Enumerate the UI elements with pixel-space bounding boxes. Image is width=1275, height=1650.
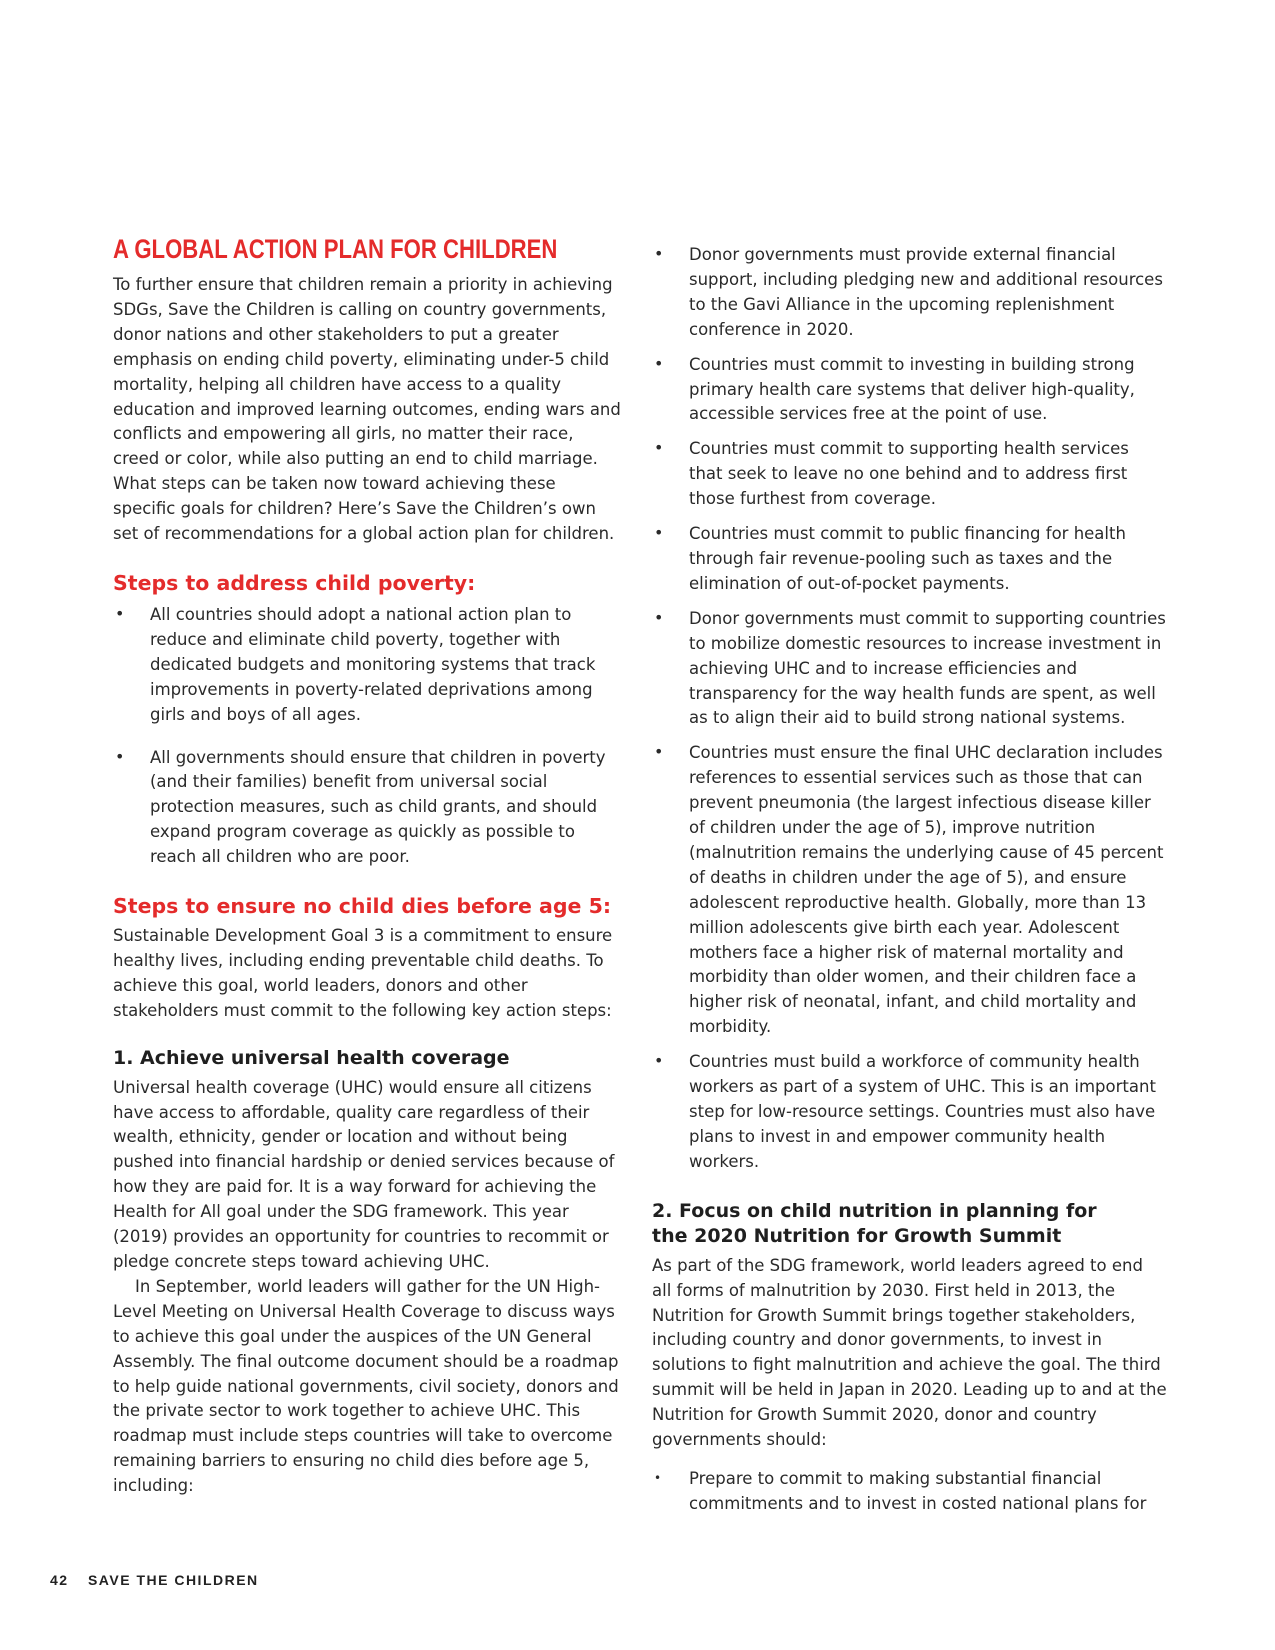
nutrition-list [652, 1467, 1167, 1517]
bullet-icon: • [654, 438, 664, 458]
intro-paragraph: To further ensure that children remain a priority in achieving SDGs, Save the Children is calling on country governments, donor nations and other stakeholders to put a greater emphasis on ending child poverty, eliminating under-5 child mortality, helping all children have access to a quality education and improved learning outcomes, ending wars and conflicts and empowering all girls, no matter their race, creed or color, while also putting an end to child marriage. What steps can be taken now toward achieving these specific goals for children? Here’s Save the Children’s own set of recommendations for a global action plan for children. [113, 275, 621, 544]
footer-org-name: SAVE THE CHILDREN [87, 1572, 259, 1588]
nutrition-heading [652, 1199, 1167, 1249]
list-item [652, 607, 1167, 732]
page-footer [50, 1572, 259, 1588]
list-item-text: Countries must build a workforce of community health workers as part of a system of UHC. This is an important step for low-resource settings. Countries must also have plans to invest in and empower community health workers. [689, 1052, 1156, 1171]
list-item-text: Countries must commit to supporting health services that seek to leave no one behind and to address first those furthest from coverage. [689, 439, 1129, 509]
nutrition-heading-line-2: the 2020 Nutrition for Growth Summit [652, 1224, 1062, 1247]
bullet-icon: • [654, 353, 664, 373]
uhc-list [652, 243, 1167, 1175]
list-item [652, 1467, 1167, 1517]
list-item-text: Prepare to commit to making substantial financial commitments and to invest in costed national plans for [689, 1468, 1147, 1513]
list-item-text: Countries must commit to investing in building strong primary health care systems that deliver high-quality, accessible services free at the point of use. [689, 354, 1135, 424]
list-item-text: Donor governments must commit to supporting countries to mobilize domestic resources to increase investment in achieving UHC and to increase efficiencies and transparency for the way health funds are spent, as well as to align their aid to build strong national systems. [689, 608, 1166, 728]
age5-paragraph: Sustainable Development Goal 3 is a commitment to ensure healthy lives, including ending preventable child deaths. To achieve this goal, world leaders, donors and other stakeholders must commit to the following key action steps: [113, 926, 613, 1020]
bullet-icon: • [654, 742, 664, 762]
list-item-text: All governments should ensure that children in poverty (and their families) benefit from universal social protection measures, such as child grants, and should expand program coverage as quickly as possible to reach all children who are poor. [150, 747, 606, 867]
left-column [113, 233, 623, 1499]
uhc-paragraph-2: In September, world leaders will gather for the UN High-Level Meeting on Universal Health Coverage to discuss ways to achieve this goal under the auspices of the UN General Assembly. The final outcome document should be a roadmap to help guide national governments, civil society, donors and the private sector to work together to achieve UHC. This roadmap must include steps countries will take to overcome remaining barriers to ensuring no child dies before age 5, including: [113, 1276, 619, 1496]
page-title: A GLOBAL ACTION PLAN FOR CHILDREN [113, 234, 558, 264]
bullet-icon: • [654, 1051, 664, 1071]
poverty-list [113, 603, 623, 870]
list-item [113, 746, 623, 871]
bullet-icon: • [654, 523, 664, 543]
list-item-text: All countries should adopt a national action plan to reduce and eliminate child poverty, together with dedicated budgets and monitoring systems that track improvements in poverty-related deprivations among girls and boys of all ages. [150, 604, 596, 724]
bullet-icon: • [115, 603, 125, 623]
bullet-icon: • [654, 1470, 662, 1485]
uhc-paragraph-1: Universal health coverage (UHC) would ensure all citizens have access to affordable, quality care regardless of their wealth, ethnicity, gender or location and without being pushed into financial hardship or denied services because of how they are paid for. It is a way forward for achieving the Health for All goal under the SDG framework. This year (2019) provides an opportunity for countries to recommit or pledge concrete steps toward achieving UHC. [113, 1077, 615, 1271]
list-item [652, 522, 1167, 597]
list-item [652, 243, 1167, 343]
uhc-heading: 1. Achieve universal health coverage [113, 1046, 510, 1069]
list-item [113, 603, 623, 728]
list-item-text: Donor governments must provide external financial support, including pledging new and additional resources to the Gavi Alliance in the upcoming replenishment conference in 2020. [689, 245, 1163, 339]
bullet-icon: • [654, 244, 664, 263]
list-item [652, 741, 1167, 1040]
nutrition-paragraph: As part of the SDG framework, world leaders agreed to end all forms of malnutrition by 2030. First held in 2013, the Nutrition for Growth Summit brings together stakeholders, including country and donor governments, to invest in solutions to fight malnutrition and achieve the goal. The third summit will be held in Japan in 2020. Leading up to and at the Nutrition for Growth Summit 2020, donor and country governments should: [652, 1255, 1167, 1450]
bullet-icon: • [654, 607, 664, 627]
list-item-text: Countries must commit to public financing for health through fair revenue-pooling such as taxes and the elimination of out-of-pocket payments. [689, 524, 1126, 593]
list-item [652, 437, 1167, 512]
list-item [652, 353, 1167, 428]
right-column [652, 243, 1167, 1517]
list-item [652, 1050, 1167, 1175]
list-item-text: Countries must ensure the final UHC declaration includes references to essential services such as those that can prevent pneumonia (the largest infectious disease killer of children under the age of 5), improve nutrition (malnutrition remains the underlying cause of 45 percent of deaths in children under the age of 5), and ensure adolescent reproductive health. Globally, more than 13 million adolescents give birth each year. Adolescent mothers face a higher risk of maternal mortality and morbidity than older women, and their children face a higher risk of neonatal, infant, and child mortality and morbidity. [689, 743, 1164, 1037]
bullet-icon: • [115, 746, 125, 766]
poverty-heading: Steps to address child poverty: [113, 570, 476, 595]
page-number: 42 [50, 1572, 69, 1588]
nutrition-heading-line-1: 2. Focus on child nutrition in planning for [652, 1199, 1097, 1222]
age5-heading: Steps to ensure no child dies before age 5: [113, 894, 612, 919]
